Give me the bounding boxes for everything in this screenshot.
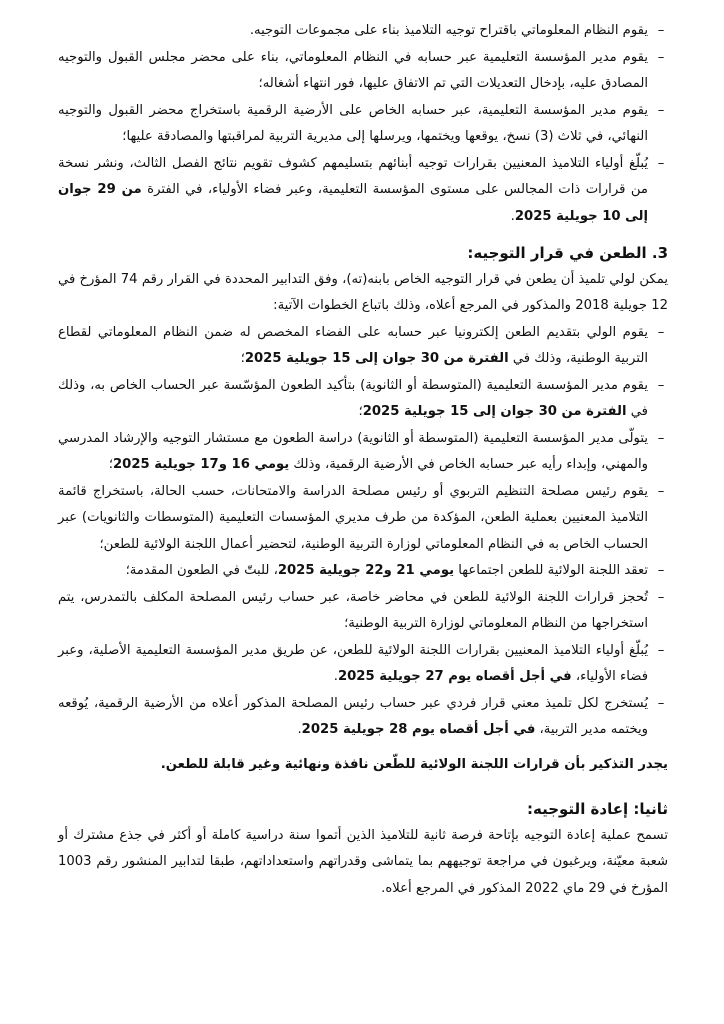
appeal-intro-paragraph: يمكن لولي تلميذ أن يطعن في قرار التوجيه الخاص بابنه(ته)، وفق التدابير المحددة في القرار رقم 74 المؤرخ في 12 جويلية 2018 والمذكور في المرجع أعلاه، وذلك باتباع الخطوات الآتية: <box>58 271 668 313</box>
item-text: يقوم النظام المعلوماتي باقتراح توجيه التلاميذ بناء على مجموعات التوجيه. <box>249 23 648 38</box>
bullet-dash: – <box>657 563 665 578</box>
bullet-dash: – <box>657 430 665 446</box>
bullet-dash: – <box>657 102 665 118</box>
list-item <box>58 151 668 231</box>
list-item <box>58 426 668 479</box>
item-text: . <box>333 669 338 684</box>
item-date-highlight: في أجل أقصاه يوم 28 جويلية 2025 <box>301 722 536 737</box>
item-text: تعقد اللجنة الولائية للطعن اجتماعها <box>454 563 648 578</box>
item-date-highlight: يومي 21 و22 جويلية 2025 <box>277 563 455 578</box>
item-text: يُبلّغ أولياء التلاميذ المعنيين بقرارات اللجنة الولائية للطعن، عن طريق مدير المؤسسة التعليمية الأصلية، وعبر فضاء الأولياء، <box>58 642 648 684</box>
orientation-steps-list <box>58 18 668 230</box>
bullet-dash: – <box>657 23 665 38</box>
bullet-dash: – <box>657 377 665 393</box>
item-text: يقوم مدير المؤسسة التعليمية، عبر حسابه الخاص على الأرضية الرقمية باستخراج محضر القبول والتوجيه النهائي، في ثلاث (3) نسخ، يوقعها ويختمها، ويرسلها إلى مديرية التربية لمراقبتها والمصادقة عليها؛ <box>58 102 648 144</box>
item-text: ، للبتّ في الطعون المقدمة؛ <box>125 563 278 578</box>
item-date-highlight: الفترة من 30 جوان إلى 15 جويلية 2025 <box>362 404 627 419</box>
list-item <box>58 45 668 98</box>
list-item <box>58 558 668 585</box>
item-text: ؛ <box>108 457 113 472</box>
bullet-dash: – <box>657 589 665 605</box>
list-item <box>58 98 668 151</box>
reorientation-paragraph: تسمح عملية إعادة التوجيه بإتاحة فرصة ثانية للتلاميذ الذين أتموا سنة دراسية كاملة أو أكثر في جذع مشترك أو شعبة معيّنة، ويرغبون في مراجعة توجيههم بما يتماشى وقدراتهم واستعداداتهم، طبقا لتدابير المنشور رقم 1003 المؤرخ في 29 ماي 2022 المذكور في المرجع أعلاه. <box>58 827 668 896</box>
item-text: يقوم الولي بتقديم الطعن إلكترونيا عبر حسابه على الفضاء المخصص له ضمن النظام المعلوماتي لقطاع التربية الوطنية، وذلك في <box>58 324 648 366</box>
item-text: يقوم مدير المؤسسة التعليمية (المتوسطة أو الثانوية) بتأكيد الطعون المؤسّسة عبر الحساب الخاص به، وذلك في <box>58 377 648 419</box>
item-text: يقوم رئيس مصلحة التنظيم التربوي أو رئيس مصلحة الدراسة والامتحانات، حسب الحالة، باستخراج قائمة التلاميذ المعنيين بعملية الطعن، المؤكدة من طرف مديري المؤسسات التعليمية (المتوسطات والثانويات) عبر الحساب الخاص به في النظام المعلوماتي لوزارة التربية الوطنية، لتحضير أعمال اللجنة الولائية للطعن؛ <box>58 483 648 552</box>
list-item <box>58 373 668 426</box>
list-item <box>58 638 668 691</box>
item-text: . <box>297 722 302 737</box>
list-item <box>58 691 668 744</box>
appeal-final-note: يجدر التذكير بأن قرارات اللجنة الولائية للطّعن نافذة ونهائية وغير قابلة للطعن. <box>160 756 668 772</box>
appeal-section-heading: 3. الطعن في قرار التوجيه: <box>467 244 668 262</box>
item-text: يتولّى مدير المؤسسة التعليمية (المتوسطة أو الثانوية) دراسة الطعون مع مستشار التوجيه والإرشاد المدرسي والمهني، وإبداء رأيه عبر حسابه الخاص في الأرضية الرقمية، وذلك <box>58 430 648 472</box>
reorientation-section-heading: ثانيا: إعادة التوجيه: <box>527 800 668 818</box>
bullet-dash: – <box>657 324 665 340</box>
item-text: يُستخرج لكل تلميذ معني قرار فردي عبر حساب رئيس المصلحة المذكور أعلاه من الأرضية الرقمية، يُوقعه ويختمه مدير التربية، <box>58 695 648 737</box>
appeal-steps-list <box>58 320 668 744</box>
item-text: يُبلّغ أولياء التلاميذ المعنيين بقرارات توجيه أبنائهم بتسليمهم كشوف تقويم نتائج الفصل الثالث، ونشر نسخة من قرارات ذات المجالس على مستوى المؤسسة التعليمية، وعبر فضاء الأولياء، في الفترة <box>58 155 648 197</box>
bullet-dash: – <box>657 642 665 658</box>
item-text: . <box>510 208 515 224</box>
item-date-highlight: من 29 جوان إلى 10 جويلية 2025 <box>58 182 648 224</box>
item-date-highlight: يومي 16 و17 جويلية 2025 <box>112 457 290 472</box>
item-date-highlight: في أجل أقصاه يوم 27 جويلية 2025 <box>337 669 572 684</box>
bullet-dash: – <box>657 49 665 65</box>
bullet-dash: – <box>657 483 665 499</box>
item-date-highlight: الفترة من 30 جوان إلى 15 جويلية 2025 <box>244 351 509 366</box>
item-text: ؛ <box>240 351 245 366</box>
bullet-dash: – <box>657 155 665 171</box>
bullet-dash: – <box>657 695 665 711</box>
item-text: ؛ <box>358 404 363 419</box>
list-item <box>58 479 668 559</box>
list-item <box>58 585 668 638</box>
list-item <box>58 18 668 45</box>
item-text: تُحجز قرارات اللجنة الولائية للطعن في محاضر خاصة، عبر حساب رئيس المصلحة المكلف بالتمدرس، يتم استخراجها من النظام المعلوماتي لوزارة التربية الوطنية؛ <box>58 589 648 631</box>
list-item <box>58 320 668 373</box>
item-text: يقوم مدير المؤسسة التعليمية عبر حسابه في النظام المعلوماتي، بناء على محضر مجلس القبول والتوجيه المصادق عليه، بإدخال التعديلات التي تم الاتفاق عليها، فور انتهاء أشغاله؛ <box>58 49 648 91</box>
